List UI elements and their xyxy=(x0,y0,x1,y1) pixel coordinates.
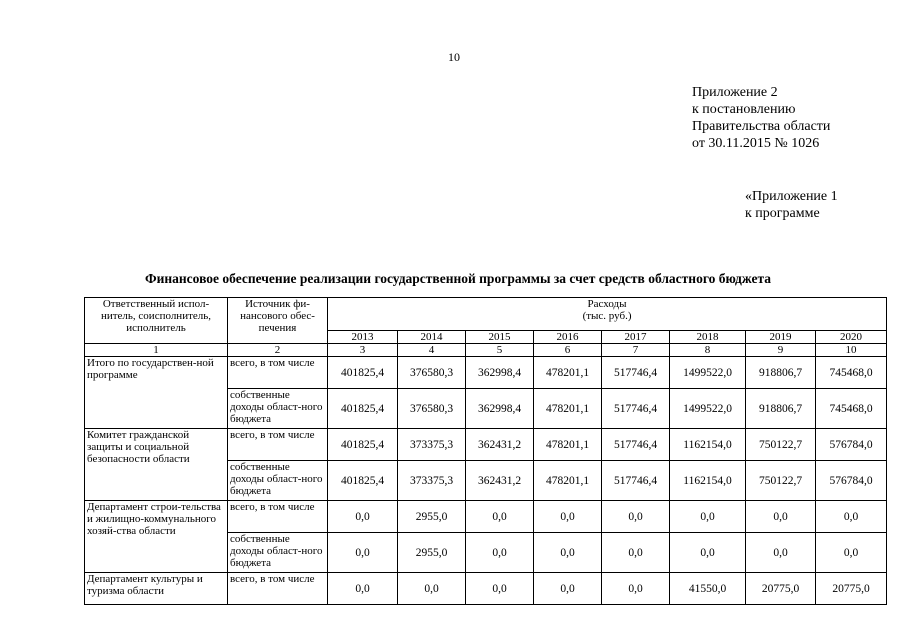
column-index: 8 xyxy=(670,344,746,357)
value-cell: 362998,4 xyxy=(466,357,534,389)
column-index: 9 xyxy=(746,344,816,357)
page-number: 10 xyxy=(448,50,460,64)
column-index: 4 xyxy=(398,344,466,357)
value-cell: 1499522,0 xyxy=(670,389,746,429)
column-index: 7 xyxy=(602,344,670,357)
document-title: Финансовое обеспечение реализации государственной программы за счет средств областного бюджета xyxy=(145,271,772,286)
value-cell: 0,0 xyxy=(534,533,602,573)
value-cell: 0,0 xyxy=(328,501,398,533)
column-index: 3 xyxy=(328,344,398,357)
value-cell: 0,0 xyxy=(328,533,398,573)
value-cell: 478201,1 xyxy=(534,429,602,461)
value-cell: 918806,7 xyxy=(746,357,816,389)
value-cell: 750122,7 xyxy=(746,461,816,501)
value-cell: 20775,0 xyxy=(746,573,816,605)
value-cell: 517746,4 xyxy=(602,389,670,429)
value-cell: 1162154,0 xyxy=(670,429,746,461)
executor-cell: Комитет гражданской защиты и социальной безопасности области xyxy=(85,429,228,501)
header-source: Источник фи-нансового обес-печения xyxy=(228,298,328,344)
value-cell: 1499522,0 xyxy=(670,357,746,389)
value-cell: 0,0 xyxy=(816,501,887,533)
value-cell: 478201,1 xyxy=(534,461,602,501)
table-row xyxy=(85,429,887,461)
value-cell: 0,0 xyxy=(746,533,816,573)
value-cell: 745468,0 xyxy=(816,389,887,429)
value-cell: 745468,0 xyxy=(816,357,887,389)
value-cell: 918806,7 xyxy=(746,389,816,429)
source-cell: всего, в том числе xyxy=(228,573,328,605)
value-cell: 373375,3 xyxy=(398,461,466,501)
value-cell: 478201,1 xyxy=(534,357,602,389)
header-expenses xyxy=(328,298,887,331)
value-cell: 0,0 xyxy=(602,573,670,605)
value-cell: 0,0 xyxy=(816,533,887,573)
appendix-line-3: Правительства области xyxy=(692,119,831,134)
source-cell: собственные доходы област-ного бюджета xyxy=(228,389,328,429)
source-cell: всего, в том числе xyxy=(228,501,328,533)
appendix-line-1: Приложение 2 xyxy=(692,85,778,100)
value-cell: 362998,4 xyxy=(466,389,534,429)
value-cell: 401825,4 xyxy=(328,461,398,501)
value-cell: 362431,2 xyxy=(466,429,534,461)
value-cell: 0,0 xyxy=(466,501,534,533)
value-cell: 517746,4 xyxy=(602,461,670,501)
header-year: 2014 xyxy=(398,331,466,344)
value-cell: 517746,4 xyxy=(602,357,670,389)
executor-cell: Итого по государствен-ной программе xyxy=(85,357,228,429)
value-cell: 376580,3 xyxy=(398,357,466,389)
value-cell: 401825,4 xyxy=(328,357,398,389)
value-cell: 362431,2 xyxy=(466,461,534,501)
value-cell: 376580,3 xyxy=(398,389,466,429)
column-index: 1 xyxy=(85,344,228,357)
header-executor: Ответственный испол-нитель, соисполнитель, исполнитель xyxy=(85,298,228,344)
value-cell: 0,0 xyxy=(670,533,746,573)
column-index: 6 xyxy=(534,344,602,357)
value-cell: 517746,4 xyxy=(602,429,670,461)
header-year: 2019 xyxy=(746,331,816,344)
value-cell: 41550,0 xyxy=(670,573,746,605)
header-year: 2016 xyxy=(534,331,602,344)
header-units-label: (тыс. руб.) xyxy=(582,310,632,322)
header-year: 2017 xyxy=(602,331,670,344)
value-cell: 401825,4 xyxy=(328,429,398,461)
appendix-line-4: от 30.11.2015 № 1026 xyxy=(692,136,820,151)
source-cell: собственные доходы област-ного бюджета xyxy=(228,461,328,501)
value-cell: 0,0 xyxy=(602,533,670,573)
financing-table xyxy=(84,297,887,605)
value-cell: 401825,4 xyxy=(328,389,398,429)
source-cell: всего, в том числе xyxy=(228,429,328,461)
value-cell: 576784,0 xyxy=(816,429,887,461)
appendix-block xyxy=(692,84,830,152)
source-cell: собственные доходы област-ного бюджета xyxy=(228,533,328,573)
executor-cell: Департамент строи-тельства и жилищно-коммунального хозяй-ства области xyxy=(85,501,228,573)
value-cell: 0,0 xyxy=(398,573,466,605)
executor-cell: Департамент культуры и туризма области xyxy=(85,573,228,605)
header-year: 2015 xyxy=(466,331,534,344)
table-row xyxy=(85,357,887,389)
column-index: 5 xyxy=(466,344,534,357)
value-cell: 1162154,0 xyxy=(670,461,746,501)
value-cell: 20775,0 xyxy=(816,573,887,605)
header-year: 2013 xyxy=(328,331,398,344)
value-cell: 576784,0 xyxy=(816,461,887,501)
column-index: 10 xyxy=(816,344,887,357)
value-cell: 373375,3 xyxy=(398,429,466,461)
header-year: 2018 xyxy=(670,331,746,344)
program-appendix-line-1: «Приложение 1 xyxy=(745,189,838,204)
value-cell: 0,0 xyxy=(534,501,602,533)
value-cell: 2955,0 xyxy=(398,533,466,573)
appendix-line-2: к постановлению xyxy=(692,102,796,117)
value-cell: 0,0 xyxy=(328,573,398,605)
program-appendix-block xyxy=(745,188,838,222)
table-row xyxy=(85,501,887,533)
source-cell: всего, в том числе xyxy=(228,357,328,389)
table-row xyxy=(85,573,887,605)
value-cell: 478201,1 xyxy=(534,389,602,429)
program-appendix-line-2: к программе xyxy=(745,206,820,221)
header-expenses-label: Расходы xyxy=(587,298,627,310)
value-cell: 0,0 xyxy=(534,573,602,605)
column-index: 2 xyxy=(228,344,328,357)
value-cell: 2955,0 xyxy=(398,501,466,533)
value-cell: 0,0 xyxy=(466,533,534,573)
header-year: 2020 xyxy=(816,331,887,344)
value-cell: 0,0 xyxy=(602,501,670,533)
value-cell: 0,0 xyxy=(670,501,746,533)
value-cell: 0,0 xyxy=(746,501,816,533)
value-cell: 0,0 xyxy=(466,573,534,605)
value-cell: 750122,7 xyxy=(746,429,816,461)
